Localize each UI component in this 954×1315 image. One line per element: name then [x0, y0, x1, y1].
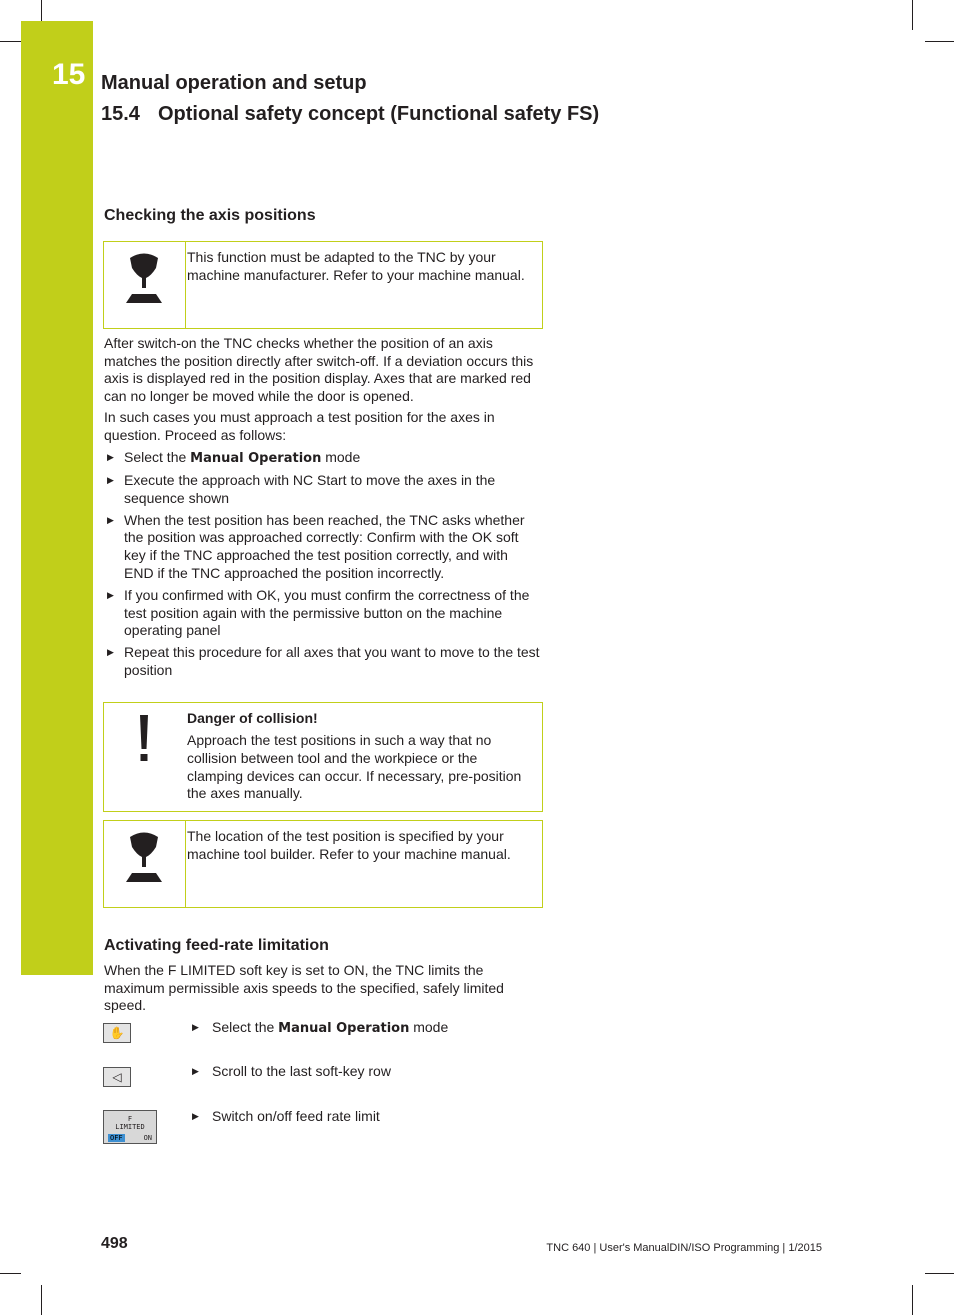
footer-text: TNC 640 | User's ManualDIN/ISO Programming | 1/2015: [546, 1242, 822, 1254]
softkey-step: [192, 1063, 391, 1081]
crop-mark: [41, 1285, 42, 1315]
exclamation-icon: [122, 715, 166, 769]
chapter-number: 15: [52, 58, 86, 91]
section-title: [101, 103, 599, 126]
step-text: Scroll to the last soft-key row: [212, 1063, 391, 1079]
step-text: When the test position has been reached, the TNC asks whether the position was approached correctly: Confirm with the OK soft key if the TNC approached the test position correctly, and with END if the TNC approached the position incorrectly.: [124, 511, 525, 581]
note-divider: [185, 242, 186, 328]
manual-operation-hand-key[interactable]: ✋: [103, 1023, 131, 1043]
softkey-label: F: [127, 1115, 133, 1123]
heading-feed-rate-limitation: Activating feed-rate limitation: [104, 937, 329, 954]
crop-mark: [912, 0, 913, 30]
section-number: 15.4: [101, 103, 140, 125]
list-item: [104, 449, 540, 468]
softkey-off-state: OFF: [110, 1134, 123, 1142]
step-text: Switch on/off feed rate limit: [212, 1108, 380, 1124]
step-text: If you confirmed with OK, you must confirm the correctness of the test position again with the permissive button on the machine operating panel: [124, 586, 530, 639]
bullet-arrow-icon: ▶: [107, 589, 114, 600]
step-bold-text: Manual Operation: [190, 451, 322, 466]
crop-mark: [41, 0, 42, 21]
chapter-sidebar: [21, 21, 93, 975]
scroll-softkey-row-key[interactable]: ◁: [103, 1067, 131, 1087]
warning-body: Approach the test positions in such a way that no collision between tool and the workpiece or the clamping devices can occur. If necessary, pre-position the axes manually.: [187, 732, 522, 802]
crop-mark: [925, 1273, 954, 1274]
section-title-text: Optional safety concept (Functional safety FS): [158, 103, 600, 125]
machine-manual-icon: [122, 252, 166, 306]
collision-warning: [103, 702, 543, 812]
step-text: mode: [321, 449, 361, 465]
note-divider: [185, 821, 186, 907]
note-text: This function must be adapted to the TNC by your machine manufacturer. Refer to your machine manual.: [187, 249, 525, 283]
manufacturer-note: [103, 241, 543, 329]
crop-mark: [925, 41, 954, 42]
crop-mark: [0, 1273, 21, 1274]
step-text: Repeat this procedure for all axes that you want to move to the test position: [124, 644, 540, 678]
warning-title: Danger of collision!: [187, 710, 318, 726]
procedure-steps: [104, 449, 540, 684]
paragraph: After switch-on the TNC checks whether the position of an axis matches the position directly after switch-off. If a deviation occurs this axis is displayed red in the position display. Axes that are marked red can no longer be moved while the door is opened.: [104, 335, 534, 405]
note-text: The location of the test position is specified by your machine tool builder. Refer to your machine manual.: [187, 828, 511, 862]
bullet-arrow-icon: ▶: [107, 647, 114, 658]
heading-checking-axis-positions: Checking the axis positions: [104, 207, 316, 224]
crop-mark: [912, 1285, 913, 1315]
bullet-arrow-icon: ▶: [107, 514, 114, 525]
list-item: [104, 472, 540, 507]
chapter-title: Manual operation and setup: [101, 72, 367, 94]
step-text: mode: [409, 1019, 449, 1035]
paragraph: In such cases you must approach a test position for the axes in question. Proceed as follows:: [104, 409, 495, 443]
list-item: [104, 587, 540, 640]
softkey-label: LIMITED: [115, 1123, 145, 1131]
bullet-arrow-icon: ▶: [192, 1022, 199, 1032]
machine-builder-note: [103, 820, 543, 908]
crop-mark: [0, 41, 21, 42]
page-number: 498: [101, 1235, 128, 1252]
warning-text: [187, 710, 532, 803]
softkey-on-state: ON: [143, 1134, 152, 1142]
softkey-step: [192, 1019, 448, 1038]
f-limited-softkey[interactable]: [103, 1110, 157, 1144]
softkey-step: [192, 1108, 380, 1126]
bullet-arrow-icon: ▶: [192, 1111, 199, 1121]
step-text: Select the: [212, 1019, 279, 1035]
machine-manual-icon: [122, 831, 166, 885]
bullet-arrow-icon: ▶: [107, 452, 114, 462]
step-bold-text: Manual Operation: [278, 1021, 410, 1036]
bullet-arrow-icon: ▶: [192, 1066, 199, 1076]
step-text: Execute the approach with NC Start to move the axes in the sequence shown: [124, 472, 496, 506]
list-item: [104, 644, 540, 679]
step-text: Select the: [124, 449, 191, 465]
bullet-arrow-icon: ▶: [107, 475, 114, 485]
paragraph: When the F LIMITED soft key is set to ON, the TNC limits the maximum permissible axis speeds to the specified, safely limited speed.: [104, 962, 504, 1014]
list-item: [104, 512, 540, 583]
